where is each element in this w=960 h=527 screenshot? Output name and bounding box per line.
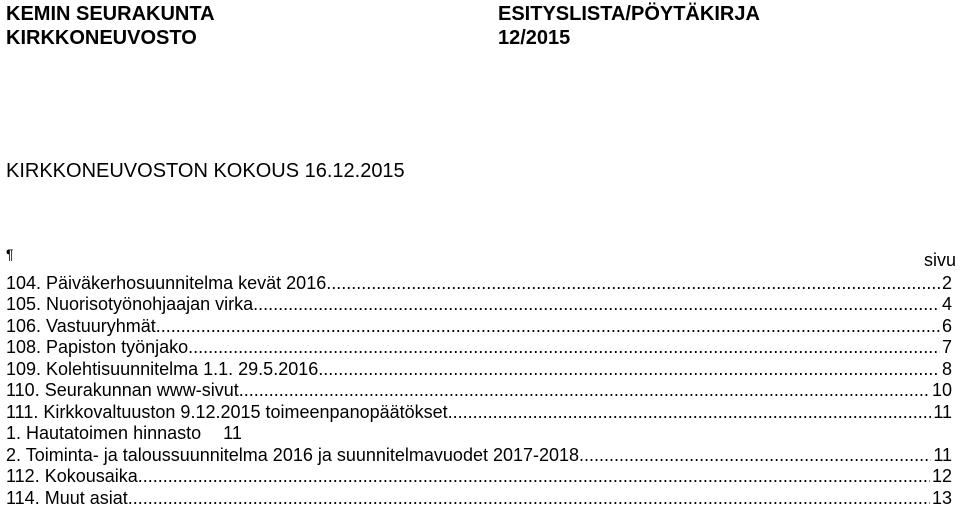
toc-entry-page: 11 [933,401,952,422]
toc-entry-page: 8 [941,358,952,379]
organization-name: KEMIN SEURAKUNTA [6,3,215,25]
document-header [498,2,760,50]
toc-entry[interactable] [6,400,952,422]
toc-entry-page: 12 [931,466,952,486]
organization-header [6,2,215,50]
toc-entry[interactable] [6,379,952,401]
toc-entry-title: 112. Kokousaika [6,466,138,486]
toc-dot-leader [448,402,932,422]
toc-entry[interactable] [6,336,952,358]
toc-entry-title: 109. Kolehtisuunnitelma 1.1. 29.5.2016 [6,358,319,379]
toc-entry-title: 1. Hautatoimen hinnasto [6,423,202,443]
toc-dot-leader [156,316,940,336]
toc-dot-leader [253,294,940,314]
toc-entry[interactable] [6,314,952,336]
toc-dot-leader [318,359,940,379]
toc-dot-leader [188,337,940,357]
meeting-title: KIRKKONEUVOSTON KOKOUS 16.12.2015 [6,160,405,182]
toc-entry-page: 2 [941,272,952,293]
toc-dot-leader [239,380,930,400]
document-type: ESITYSLISTA/PÖYTÄKIRJA [498,3,760,25]
toc-entry-title: 105. Nuorisotyönohjaajan virka [6,294,254,314]
toc-dot-leader [138,466,930,486]
toc-entry-title: 110. Seurakunnan www-sivut [6,380,239,400]
toc-entry-title: 2. Toiminta- ja taloussuunnitelma 2016 ja suunnitelmavuodet 2017-2018 [6,444,580,465]
toc-entry[interactable] [6,357,952,379]
toc-entry-page: 13 [931,487,952,508]
board-name: KIRKKONEUVOSTO [6,27,197,49]
toc-entry[interactable] [6,465,952,487]
table-of-contents [6,271,952,508]
toc-entry-title: 104. Päiväkerhosuunnitelma kevät 2016 [6,272,327,293]
toc-entry[interactable] [6,271,952,293]
toc-entry[interactable] [6,443,952,465]
toc-entry-title: 106. Vastuuryhmät [6,315,156,336]
toc-entry[interactable] [6,422,952,444]
paragraph-mark-icon: ¶ [6,246,14,262]
toc-entry-title: 108. Papiston työnjako [6,337,189,357]
toc-entry-page: 7 [941,337,952,357]
toc-entry-page: 11 [223,423,242,443]
document-number: 12/2015 [498,27,571,49]
page-column-label: sivu [923,250,956,270]
toc-dot-leader [326,273,940,293]
toc-entry-page: 4 [941,294,952,314]
toc-entry-title: 111. Kirkkovaltuuston 9.12.2015 toimeenpanopäätökset [6,401,448,422]
toc-dot-leader [128,488,930,508]
toc-entry[interactable] [6,486,952,508]
toc-entry-page: 6 [941,315,952,336]
toc-entry-title: 114. Muut asiat [6,487,128,508]
toc-entry-page: 10 [931,380,952,400]
toc-dot-leader [579,445,931,465]
toc-entry[interactable] [6,293,952,315]
toc-entry-page: 11 [933,444,952,465]
